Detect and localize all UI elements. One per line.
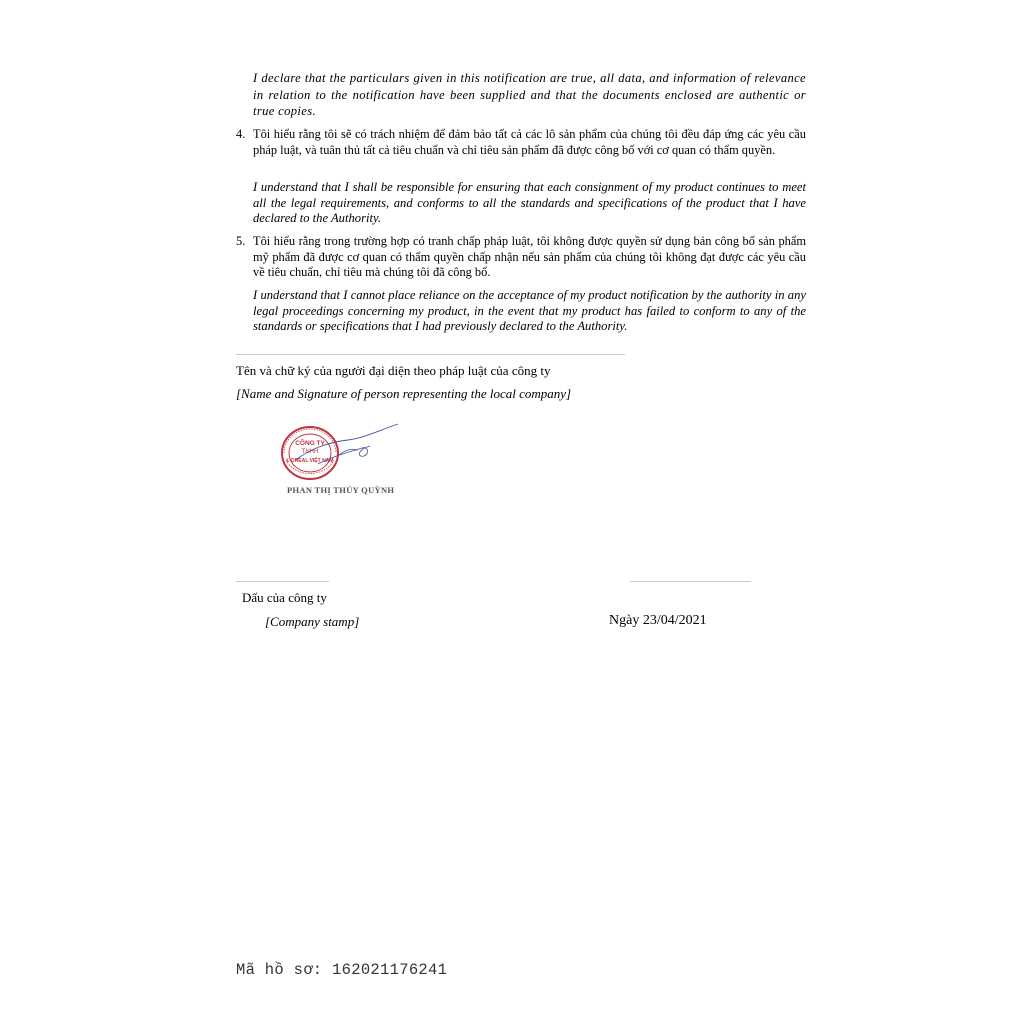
signature-label-english: [Name and Signature of person representing the local company]: [236, 386, 572, 401]
declaration-4-vietnamese: Tôi hiểu rằng tôi sẽ có trách nhiệm để đảm bảo tất cả các lô sản phẩm của chúng tôi đều đáp ứng các yêu cầu pháp luật, và tuân thủ tất cả tiêu chuẩn và chỉ tiêu sản phẩm đã được công bố với cơ quan có thẩm quyền.: [253, 127, 806, 157]
document-date: Ngày 23/04/2021: [609, 613, 707, 628]
stamp-line-2: TNHH: [301, 449, 319, 455]
item-4-number: 4.: [236, 127, 246, 141]
declaration-4-english: I understand that I shall be responsible for ensuring that each consignment of my product continues to meet all the legal requirements, and conforms to all the standards and specifications of the product that I have declared to the Authority.: [253, 180, 806, 225]
signature-divider: [236, 354, 625, 355]
stamp-line: [236, 581, 329, 582]
file-number: Mã hồ sơ: 162021176241: [236, 961, 448, 979]
declaration-5-vietnamese: Tôi hiểu rằng trong trường hợp có tranh chấp pháp luật, tôi không được quyền sử dụng bản công bố sản phẩm mỹ phẩm đã được cơ quan có thẩm quyền chấp nhận nếu sản phẩm của chúng tôi không đạt được các yêu cầu về tiêu chuẩn, chỉ tiêu mà chúng tôi đã công bố.: [253, 234, 806, 279]
company-stamp-label-vietnamese: Dấu của công ty: [242, 590, 327, 605]
signer-name: PHAN THỊ THÚY QUỲNH: [287, 485, 395, 495]
declaration-5-english: I understand that I cannot place reliance on the acceptance of my product notification by the authority in any legal proceedings concerning my product, in the event that my product has failed to conform to any of the standards or specifications that I had previously declared to the Authority.: [253, 288, 806, 333]
seal-stamp-icon: [278, 420, 408, 480]
company-seal: [278, 420, 408, 480]
stamp-line-1: CÔNG TY: [295, 440, 325, 447]
item-5-number: 5.: [236, 234, 246, 248]
signature-label-vietnamese: Tên và chữ ký của người đại diện theo pháp luật của công ty: [236, 363, 551, 378]
stamp-line-3: L'OREAL VIỆT NAM: [286, 458, 334, 464]
company-stamp-label-english: [Company stamp]: [265, 614, 360, 629]
declaration-3-english: I declare that the particulars given in this notification are true, all data, and information of relevance in relation to the notification have been supplied and that the documents enclosed are authentic or true copies.: [253, 71, 806, 118]
date-line: [630, 581, 751, 582]
